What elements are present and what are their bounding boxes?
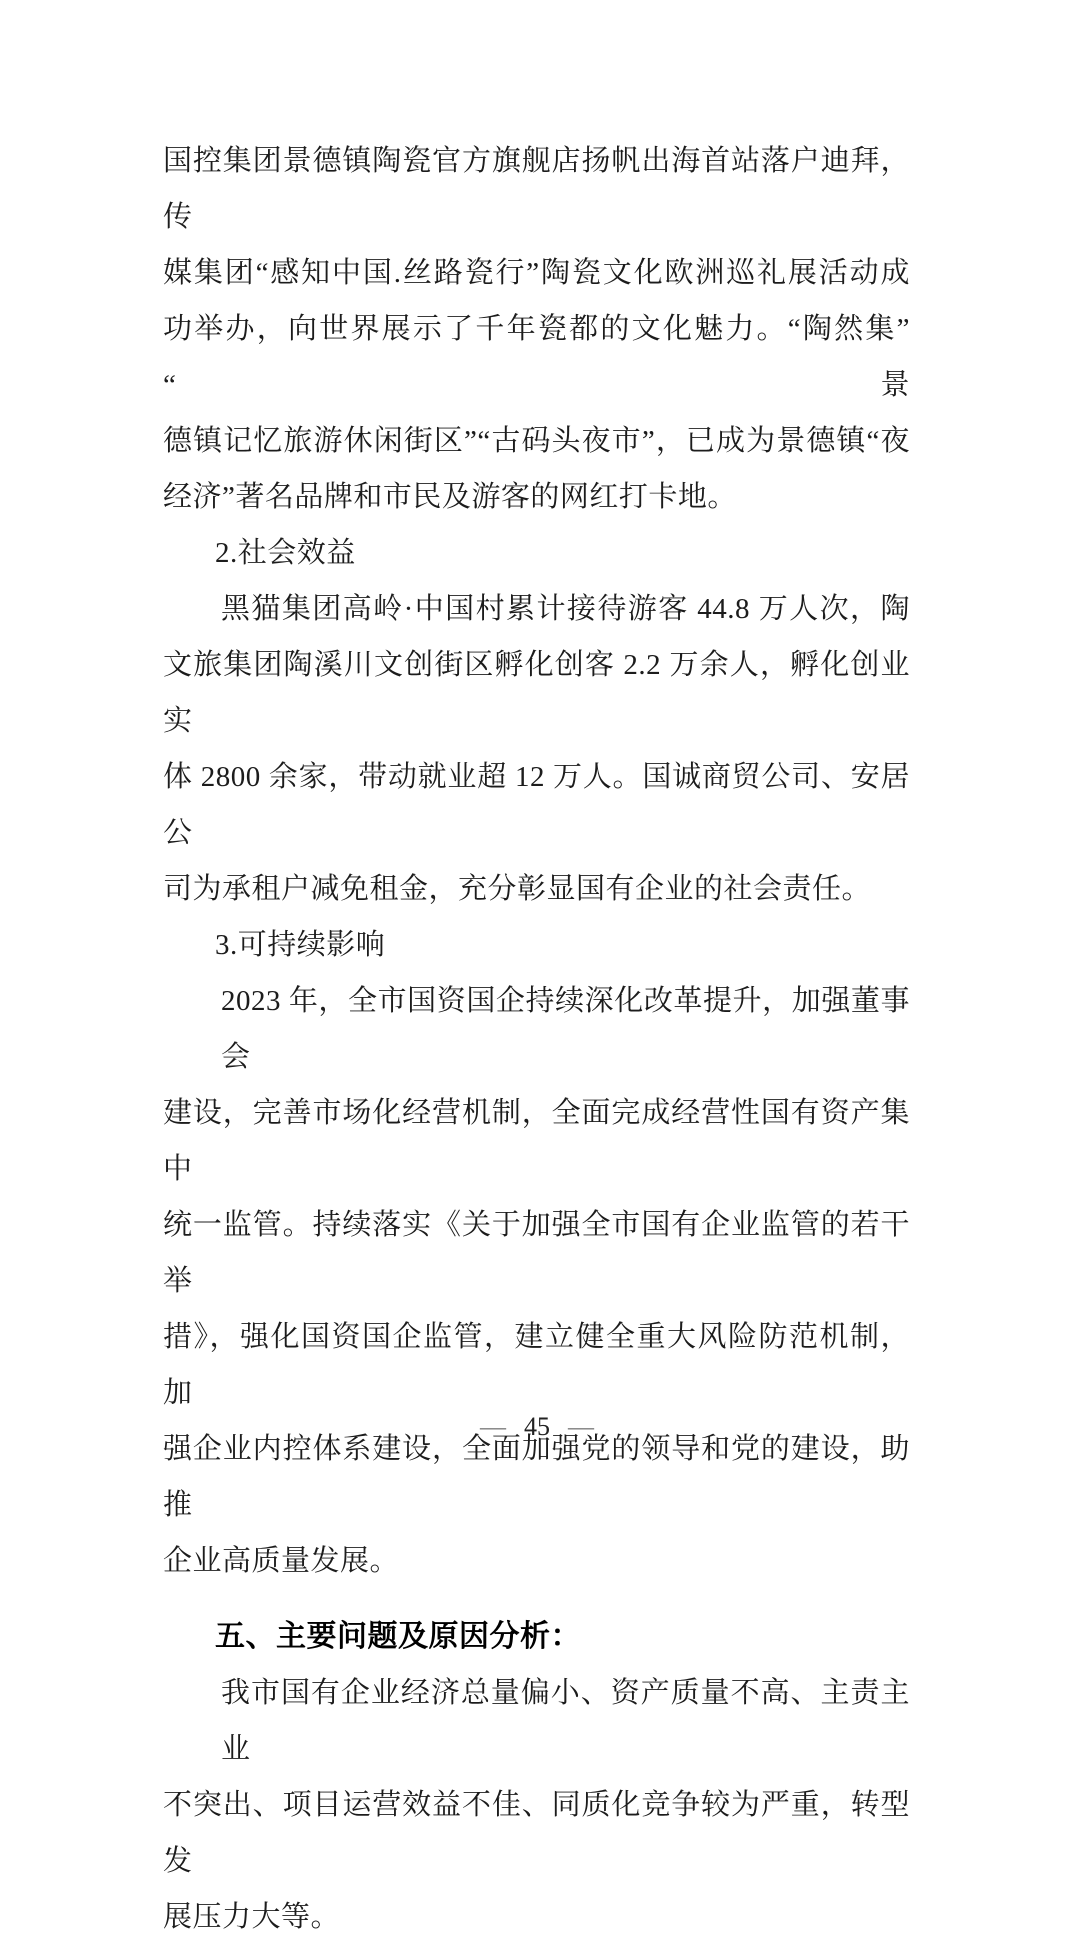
document-body bbox=[163, 133, 910, 1945]
para-social-benefit bbox=[163, 581, 910, 917]
subhead-sustainable-impact bbox=[163, 917, 910, 973]
text-line: 德镇记忆旅游休闲街区”“古码头夜市”，已成为景德镇“夜 bbox=[163, 425, 910, 457]
text-line: 体 2800 余家，带动就业超 12 万人。国诚商贸公司、安居公 bbox=[163, 761, 910, 849]
text-line: 功举办，向世界展示了千年瓷都的文化魅力。“陶然集”“景 bbox=[163, 313, 910, 401]
footer-left-dash: — bbox=[480, 1412, 506, 1441]
text-line: 2023 年，全市国资国企持续深化改革提升，加强董事会 bbox=[221, 985, 910, 1073]
text-line: 国控集团景德镇陶瓷官方旗舰店扬帆出海首站落户迪拜，传 bbox=[163, 145, 910, 233]
text-line: 统一监管。持续落实《关于加强全市国有企业监管的若干举 bbox=[163, 1209, 910, 1297]
text-line: 展压力大等。 bbox=[163, 1901, 341, 1933]
text-line: 3.可持续影响 bbox=[215, 929, 386, 961]
para-overseas-brand bbox=[163, 133, 910, 525]
text-line: 司为承租户减免租金，充分彰显国有企业的社会责任。 bbox=[163, 873, 872, 905]
text-line: 我市国有企业经济总量偏小、资产质量不高、主责主业 bbox=[221, 1677, 910, 1765]
heading-section-5-problems bbox=[163, 1609, 910, 1665]
text-line: 强企业内控体系建设，全面加强党的领导和党的建设，助推 bbox=[163, 1433, 910, 1521]
text-line: 措》，强化国资国企监管，建立健全重大风险防范机制，加 bbox=[163, 1321, 910, 1409]
text-line: 媒集团“感知中国.丝路瓷行”陶瓷文化欧洲巡礼展活动成 bbox=[163, 257, 910, 289]
text-line: 不突出、项目运营效益不佳、同质化竞争较为严重，转型发 bbox=[163, 1789, 910, 1877]
text-line: 五、主要问题及原因分析： bbox=[215, 1620, 581, 1653]
text-line: 黑猫集团高岭·中国村累计接待游客 44.8 万人次，陶 bbox=[221, 593, 910, 625]
page-footer bbox=[0, 1410, 1074, 1444]
subhead-social-benefit bbox=[163, 525, 910, 581]
footer-right-dash: — bbox=[568, 1412, 594, 1441]
para-problems-analysis bbox=[163, 1665, 910, 1945]
text-line: 2.社会效益 bbox=[215, 537, 356, 569]
text-line: 经济”著名品牌和市民及游客的网红打卡地。 bbox=[163, 481, 737, 513]
text-line: 文旅集团陶溪川文创街区孵化创客 2.2 万余人，孵化创业实 bbox=[163, 649, 910, 737]
para-sustainable-impact bbox=[163, 973, 910, 1589]
page-number: 45 bbox=[524, 1412, 550, 1441]
text-line: 企业高质量发展。 bbox=[163, 1545, 400, 1577]
text-line: 建设，完善市场化经营机制，全面完成经营性国有资产集中 bbox=[163, 1097, 910, 1185]
